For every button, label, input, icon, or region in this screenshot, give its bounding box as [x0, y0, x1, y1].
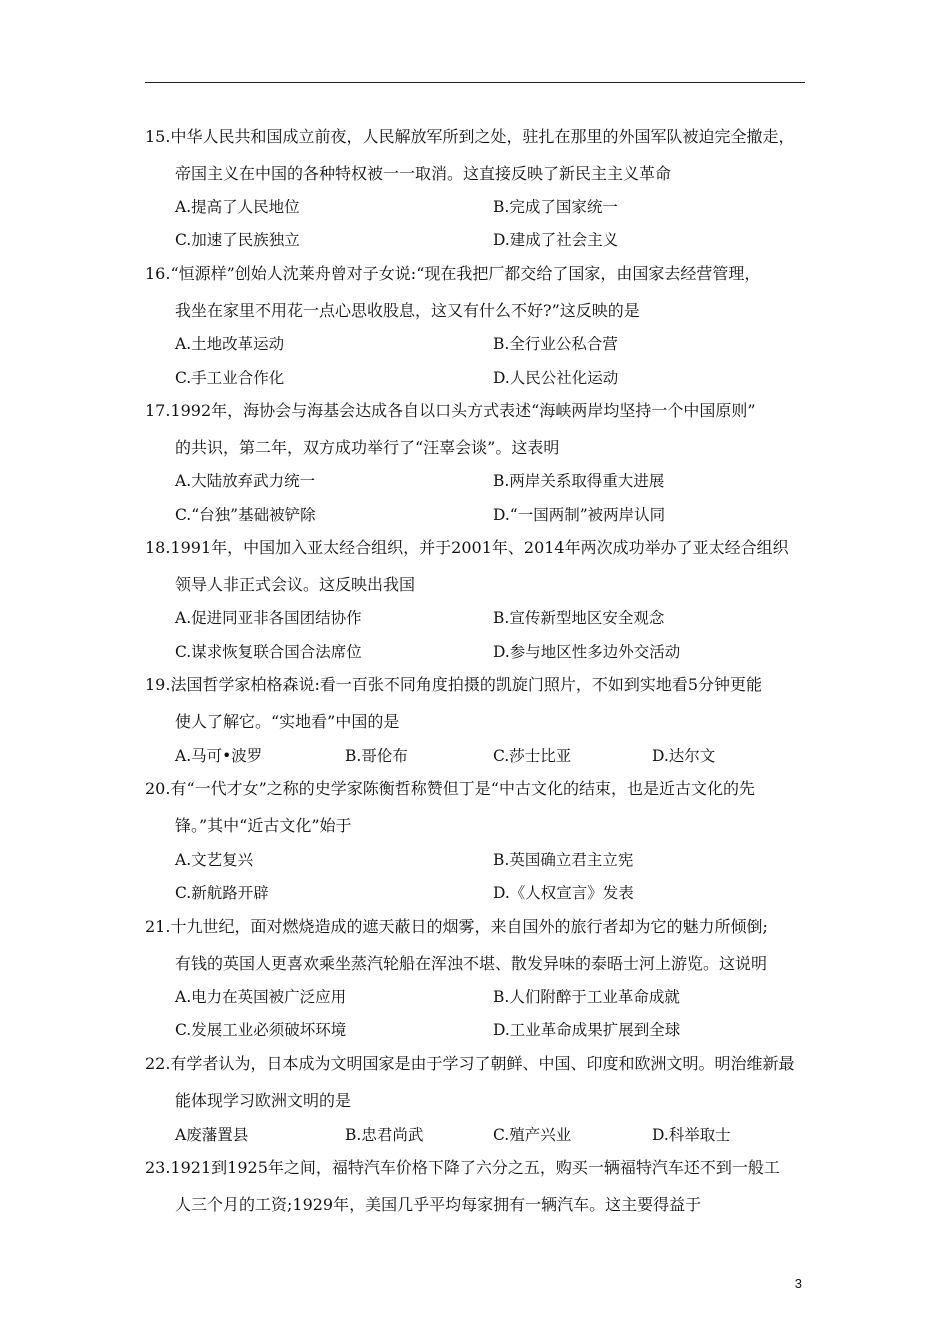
q18-stem-line1: 18.1991年，中国加入亚太经合组织，并于2001年、2014年两次成功举办了亚太经合组织 [145, 538, 789, 557]
q18-option-c[interactable]: C.谋求恢复联合国合法席位 [175, 643, 362, 661]
q19-option-a[interactable]: A.马可•波罗 [175, 747, 263, 765]
q23-stem-line1: 23.1921到1925年之间，福特汽车价格下降了六分之五，购买一辆福特汽车还不到一般工 [145, 1158, 780, 1177]
q19-option-c[interactable]: C.莎士比亚 [493, 747, 572, 765]
q15-option-a[interactable]: A.提高了人民地位 [175, 198, 300, 216]
page-number: 3 [794, 1276, 802, 1291]
q23-stem-line2: 人三个月的工资;1929年，美国几乎平均每家拥有一辆汽车。这主要得益于 [175, 1195, 702, 1214]
q22-option-b[interactable]: B.忠君尚武 [345, 1126, 424, 1144]
q21-option-d[interactable]: D.工业革命成果扩展到全球 [493, 1021, 681, 1039]
q18-option-b[interactable]: B.宣传新型地区安全观念 [493, 609, 665, 627]
q16-option-c[interactable]: C.手工业合作化 [175, 369, 285, 387]
q15-option-d[interactable]: D.建成了社会主义 [493, 231, 619, 249]
q18-option-d[interactable]: D.参与地区性多边外交活动 [493, 643, 681, 661]
q19-option-d[interactable]: D.达尔文 [652, 747, 716, 765]
q22-stem-line1: 22.有学者认为，日本成为文明国家是由于学习了朝鲜、中国、印度和欧洲文明。明治维新最 [145, 1054, 795, 1073]
q17-stem-line1: 17.1992年，海协会与海基会达成各自以口头方式表述“海峡两岸均坚持一个中国原则” [145, 401, 756, 420]
q22-option-d[interactable]: D.科举取士 [652, 1126, 731, 1144]
q15-option-c[interactable]: C.加速了民族独立 [175, 231, 300, 249]
q19-stem-line1: 19.法国哲学家柏格森说:看一百张不同角度拍摄的凯旋门照片，不如到实地看5分钟更能 [145, 675, 763, 694]
q17-option-b[interactable]: B.两岸关系取得重大进展 [493, 472, 665, 490]
header-rule [145, 82, 805, 83]
q16-option-a[interactable]: A.土地改革运动 [175, 335, 285, 353]
q15-stem-line2: 帝国主义在中国的各种特权被一一取消。这直接反映了新民主主义革命 [175, 164, 672, 183]
q21-option-a[interactable]: A.电力在英国被广泛应用 [175, 988, 347, 1006]
q22-option-c[interactable]: C.殖产兴业 [493, 1126, 572, 1144]
q20-option-a[interactable]: A.文艺复兴 [175, 851, 254, 869]
q19-stem-line2: 使人了解它。“实地看”中国的是 [175, 712, 400, 731]
q15-option-b[interactable]: B.完成了国家统一 [493, 198, 618, 216]
q22-stem-line2: 能体现学习欧洲文明的是 [175, 1091, 352, 1110]
q15-stem-line1: 15.中华人民共和国成立前夜，人民解放军所到之处，驻扎在那里的外国军队被迫完全撤走， [145, 127, 795, 146]
q21-stem-line2: 有钱的英国人更喜欢乘坐蒸汽轮船在浑浊不堪、散发异味的泰晤士河上游览。这说明 [175, 954, 768, 973]
q20-option-c[interactable]: C.新航路开辟 [175, 884, 269, 902]
q21-stem-line1: 21.十九世纪，面对燃烧造成的遮天蔽日的烟雾，来自国外的旅行者却为它的魅力所倾倒; [145, 917, 768, 936]
q18-stem-line2: 领导人非正式会议。这反映出我国 [175, 575, 416, 594]
q16-stem-line2: 我坐在家里不用花一点心思收股息，这又有什么不好?”这反映的是 [175, 301, 640, 320]
q20-stem-line2: 锋。”其中“近古文化”始于 [175, 816, 352, 835]
q16-option-b[interactable]: B.全行业公私合营 [493, 335, 618, 353]
q17-option-a[interactable]: A.大陆放弃武力统一 [175, 472, 316, 490]
q17-option-c[interactable]: C.“台独”基础被铲除 [175, 506, 316, 524]
q21-option-b[interactable]: B.人们附醉于工业革命成就 [493, 988, 680, 1006]
q21-option-c[interactable]: C.发展工业必须破坏环境 [175, 1021, 347, 1039]
q22-option-a[interactable]: A废藩置县 [175, 1126, 249, 1144]
q20-stem-line1: 20.有“一代才女”之称的史学家陈衡哲称赞但丁是“中古文化的结束，也是近古文化的先 [145, 779, 755, 798]
q20-option-d[interactable]: D.《人权宣言》发表 [493, 884, 634, 902]
q16-stem-line1: 16.“恒源样”创始人沈莱舟曾对子女说:“现在我把厂都交给了国家，由国家去经营管理， [145, 264, 761, 283]
q17-option-d[interactable]: D.“一国两制”被两岸认同 [493, 506, 666, 524]
q20-option-b[interactable]: B.英国确立君主立宪 [493, 851, 634, 869]
q19-option-b[interactable]: B.哥伦布 [345, 747, 408, 765]
q16-option-d[interactable]: D.人民公社化运动 [493, 369, 619, 387]
q17-stem-line2: 的共识，第二年，双方成功举行了“汪辜会谈”。这表明 [175, 438, 560, 457]
q18-option-a[interactable]: A.促进同亚非各国团结协作 [175, 609, 362, 627]
